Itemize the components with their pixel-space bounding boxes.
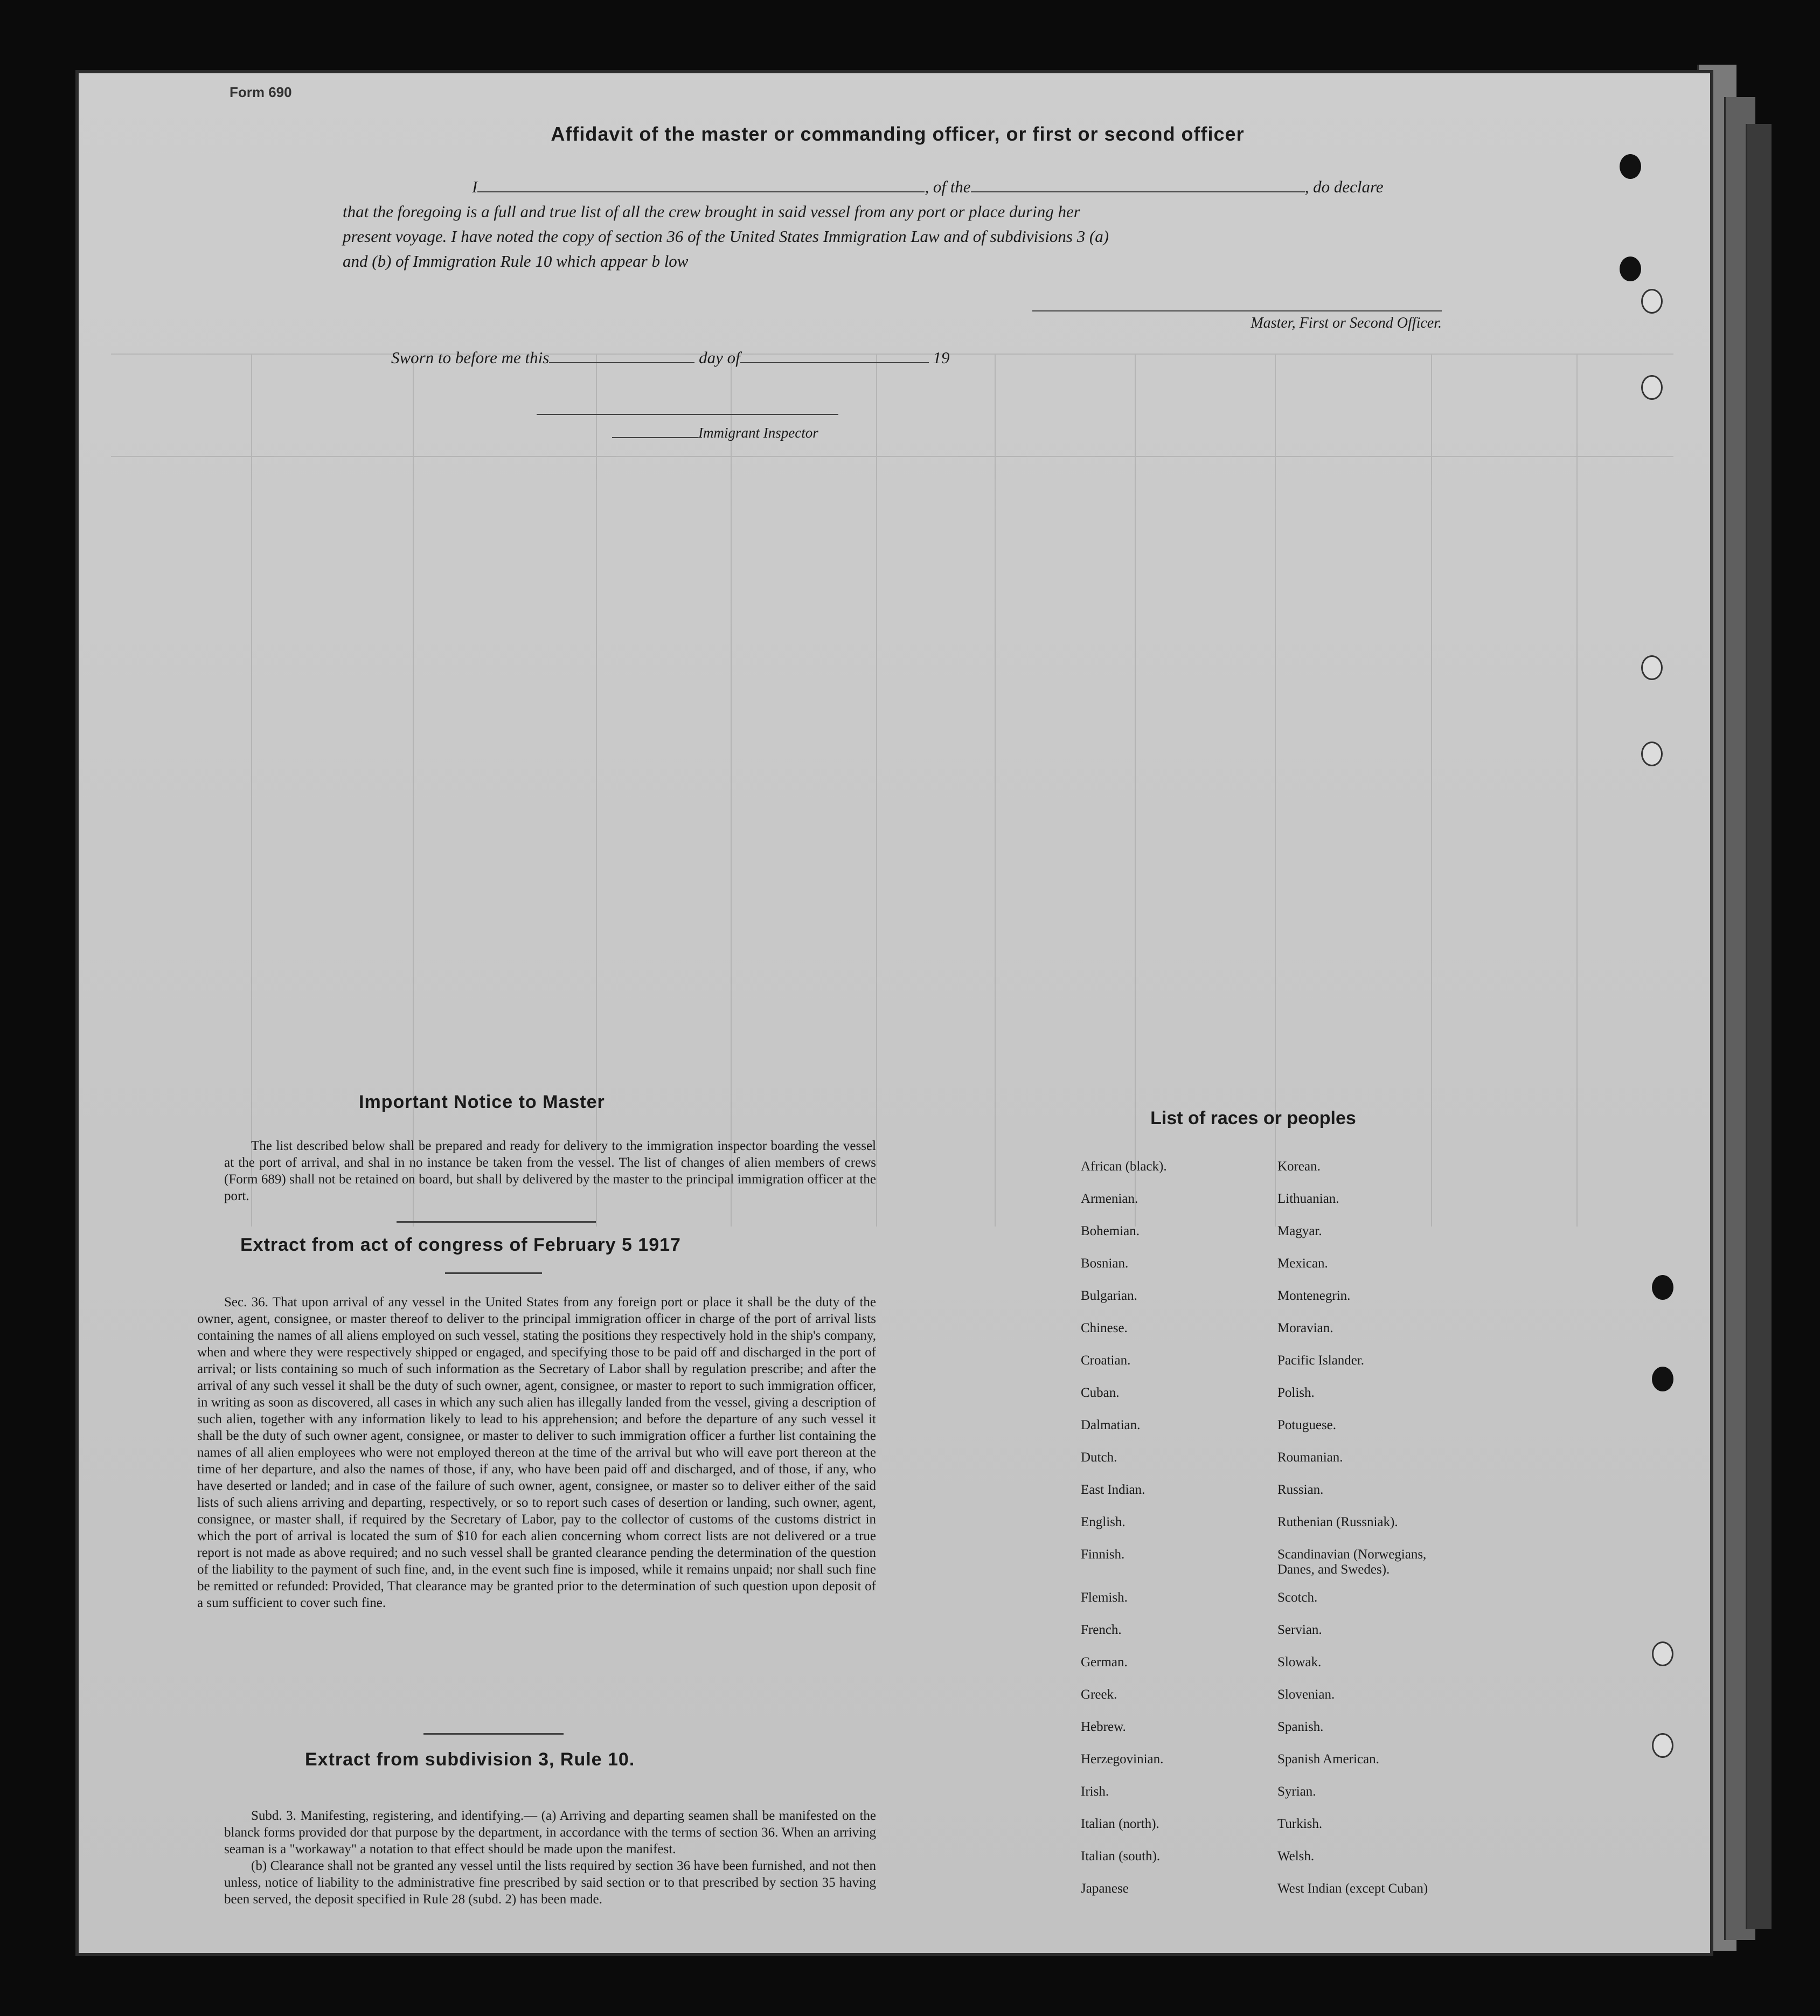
race-item: Cuban. bbox=[1081, 1385, 1120, 1400]
section-36-text bbox=[197, 1294, 876, 1611]
race-item: Dutch. bbox=[1081, 1450, 1117, 1465]
race-item: Italian (north). bbox=[1081, 1817, 1159, 1831]
punch-hole bbox=[1652, 1641, 1673, 1666]
race-item: Slovenian. bbox=[1277, 1687, 1335, 1702]
important-notice-paragraph: The list described below shall be prepared and ready for delivery to the immigration inspector boarding the vessel at the port of arrival, and shal in no instance be taken from the vessel. The list of changes of alien members of crews (Form 689) shall not be retained on board, but shall by delivered by the master to the principal immigration officer at the port. bbox=[224, 1139, 876, 1203]
affidavit-line-3: present voyage. I have noted the copy of section 36 of the United States Immigration Law and of subdivisions 3 (a) bbox=[343, 227, 1109, 246]
race-item: Syrian. bbox=[1277, 1784, 1316, 1799]
race-item: Bosnian. bbox=[1081, 1256, 1129, 1271]
race-item: Flemish. bbox=[1081, 1590, 1128, 1605]
punch-hole bbox=[1652, 1367, 1673, 1391]
race-item: Korean. bbox=[1277, 1159, 1321, 1174]
race-item: Montenegrin. bbox=[1277, 1288, 1351, 1303]
affidavit-line-4: and (b) of Immigration Rule 10 which appear b low bbox=[343, 252, 689, 271]
affidavit-title: Affidavit of the master or commanding officer, or first or second officer bbox=[551, 123, 1245, 145]
section-36-paragraph: Sec. 36. That upon arrival of any vessel in the United States from any foreign port or place it shall be the duty of the owner, agent, consignee, or master thereof to deliver to the principal immigration officer in charge of the port of arrival lists containing the names of all aliens employed on such vessel, stating the positions they respectively hold in the ship's company, when and where they were respectively shipped or engaged, and specifying those to be paid off and discharged in the port of arrival; or lists containing so much of such information as the Secretary of Labor shall by regulation prescribe; and after the arrival of any such vessel it shall be the duty of such owner, agent, consignee, or master to report to such immigration officer, in writing as soon as discovered, all cases in which any such alien has illegally landed from the vessel, giving a description of such alien, together with any information likely to lead to his apprehension; and before the departure of any such vessel it shall be the duty of such owner agent, consignee, or master to deliver to such immigration officer a further list containing the names of all alien employees who were not employed thereon at the time of the arrival but who will eave port thereon at the time of her departure, and also the names of those, if any, who have been paid off and discharged, and of those, if any, who have deserted or landed; and in case of the failure of such owner, agent, consignee, or master so to deliver either of the said lists of such aliens arriving and departing, respectively, or so to report such cases of desertion or landing, such owner, agent, consignee, or master shall, if required by the Secretary of Labor, pay to the collector of customs of the customs district in which the port of arrival is located the sum of $10 for each alien concerning whom correct lists are not delivered or a true report is not made as above required; and no such vessel shall be granted clearance pending the determination of the question of the liability to the payment of such fine, and, in the event such fine is imposed, while it remains unpaid; nor shall such fine be remitted or refunded: Provided, That clearance may be granted prior to the determination of such question upon deposit of a sum sufficient to cover such fine. bbox=[197, 1295, 876, 1610]
sworn-day-blank bbox=[549, 351, 694, 363]
race-item: Turkish. bbox=[1277, 1817, 1323, 1831]
races-title: List of races or peoples bbox=[1150, 1108, 1356, 1128]
affidavit-line-1: I , of the , do declare bbox=[472, 177, 1384, 196]
race-item: Welsh. bbox=[1277, 1849, 1315, 1863]
race-item: Herzegovinian. bbox=[1081, 1752, 1164, 1766]
race-item: Magyar. bbox=[1277, 1224, 1322, 1238]
race-item: African (black). bbox=[1081, 1159, 1167, 1174]
race-item: Dalmatian. bbox=[1081, 1418, 1141, 1432]
race-item: Roumanian. bbox=[1277, 1450, 1343, 1465]
punch-hole bbox=[1641, 742, 1663, 766]
race-item: Russian. bbox=[1277, 1482, 1324, 1497]
race-item: Chinese. bbox=[1081, 1321, 1128, 1335]
divider-rule bbox=[397, 1221, 596, 1223]
rule-10-text bbox=[224, 1807, 876, 1908]
affidavit-declare: do declare bbox=[1313, 177, 1384, 196]
race-item: Italian (south). bbox=[1081, 1849, 1161, 1863]
race-item: Potuguese. bbox=[1277, 1418, 1337, 1432]
race-item: Finnish. bbox=[1081, 1547, 1125, 1562]
race-item: Greek. bbox=[1081, 1687, 1117, 1702]
sworn-month-blank bbox=[740, 351, 929, 363]
sworn-day-of: day of bbox=[699, 348, 740, 367]
punch-hole bbox=[1652, 1733, 1673, 1758]
bleed-through-grid bbox=[111, 354, 1673, 1227]
name-blank bbox=[477, 181, 925, 192]
inspector-signature-line bbox=[537, 414, 838, 415]
signature-line bbox=[1032, 310, 1442, 311]
race-item: West Indian (except Cuban) bbox=[1277, 1881, 1428, 1896]
race-item: Polish. bbox=[1277, 1385, 1315, 1400]
race-item: Ruthenian (Russniak). bbox=[1277, 1515, 1398, 1529]
punch-hole bbox=[1641, 289, 1663, 314]
race-item: Irish. bbox=[1081, 1784, 1109, 1799]
important-notice-text bbox=[224, 1138, 876, 1204]
race-item: Servian. bbox=[1277, 1623, 1322, 1637]
divider-rule bbox=[423, 1733, 564, 1735]
race-item: Spanish. bbox=[1277, 1720, 1324, 1734]
punch-hole bbox=[1620, 154, 1641, 179]
race-item: Hebrew. bbox=[1081, 1720, 1126, 1734]
sworn-year: 19 bbox=[933, 348, 950, 367]
punch-hole bbox=[1641, 375, 1663, 400]
race-item: Lithuanian. bbox=[1277, 1191, 1339, 1206]
important-notice-title: Important Notice to Master bbox=[359, 1092, 605, 1112]
race-item: Danes, and Swedes). bbox=[1277, 1562, 1390, 1577]
inspector-short-line bbox=[612, 437, 698, 438]
race-item: Scandinavian (Norwegians, bbox=[1277, 1547, 1427, 1562]
race-item: Spanish American. bbox=[1277, 1752, 1379, 1766]
punch-hole bbox=[1641, 655, 1663, 680]
race-item: Pacific Islander. bbox=[1277, 1353, 1365, 1368]
race-item: East Indian. bbox=[1081, 1482, 1145, 1497]
rule-10-paragraph-b: (b) Clearance shall not be granted any vessel until the lists required by section 36 have been furnished, and not then unless, notice of liability to the administrative fine prescribed by said section or to that prescribed by section 35 having been served, the deposit specified in Rule 28 (subd. 2) has been made. bbox=[224, 1859, 876, 1907]
sworn-prefix: Sworn to before me this bbox=[391, 348, 550, 367]
race-item: Bulgarian. bbox=[1081, 1288, 1137, 1303]
divider-rule bbox=[445, 1272, 542, 1274]
race-item: Japanese bbox=[1081, 1881, 1129, 1896]
affidavit-line-2: that the foregoing is a full and true list of all the crew brought in said vessel from any port or place during her bbox=[343, 202, 1080, 221]
race-item: Bohemian. bbox=[1081, 1224, 1140, 1238]
race-item: Scotch. bbox=[1277, 1590, 1318, 1605]
race-item: Croatian. bbox=[1081, 1353, 1131, 1368]
race-item: Mexican. bbox=[1277, 1256, 1328, 1271]
vessel-blank bbox=[971, 181, 1305, 192]
race-item: Armenian. bbox=[1081, 1191, 1138, 1206]
form-number: Form 690 bbox=[230, 84, 292, 100]
inspector-label: Immigrant Inspector bbox=[698, 425, 818, 441]
affidavit-of-the: of the bbox=[933, 177, 971, 196]
punch-hole bbox=[1652, 1275, 1673, 1300]
extract-act-title: Extract from act of congress of February 5 1917 bbox=[240, 1235, 681, 1255]
affidavit-i: I bbox=[472, 177, 478, 196]
extract-rule-title: Extract from subdivision 3, Rule 10. bbox=[305, 1749, 635, 1770]
race-item: Slowak. bbox=[1277, 1655, 1322, 1669]
race-item: German. bbox=[1081, 1655, 1128, 1669]
paper-edge bbox=[1746, 124, 1772, 1929]
race-item: English. bbox=[1081, 1515, 1126, 1529]
race-item: French. bbox=[1081, 1623, 1122, 1637]
signature-label: Master, First or Second Officer. bbox=[1251, 315, 1442, 331]
affidavit-body bbox=[343, 175, 1474, 274]
punch-hole bbox=[1620, 257, 1641, 281]
sworn-line bbox=[391, 348, 949, 368]
race-item: Moravian. bbox=[1277, 1321, 1333, 1335]
document-page bbox=[75, 70, 1713, 1956]
rule-10-paragraph-a: Subd. 3. Manifesting, registering, and identifying.— (a) Arriving and departing seamen shall be manifested on the blanck forms provided dor that purpose by the department, in accordance with the terms of section 36. When an arriving seaman is a "workaway" a notation to that effect should be made upon the manifest. bbox=[224, 1809, 876, 1856]
